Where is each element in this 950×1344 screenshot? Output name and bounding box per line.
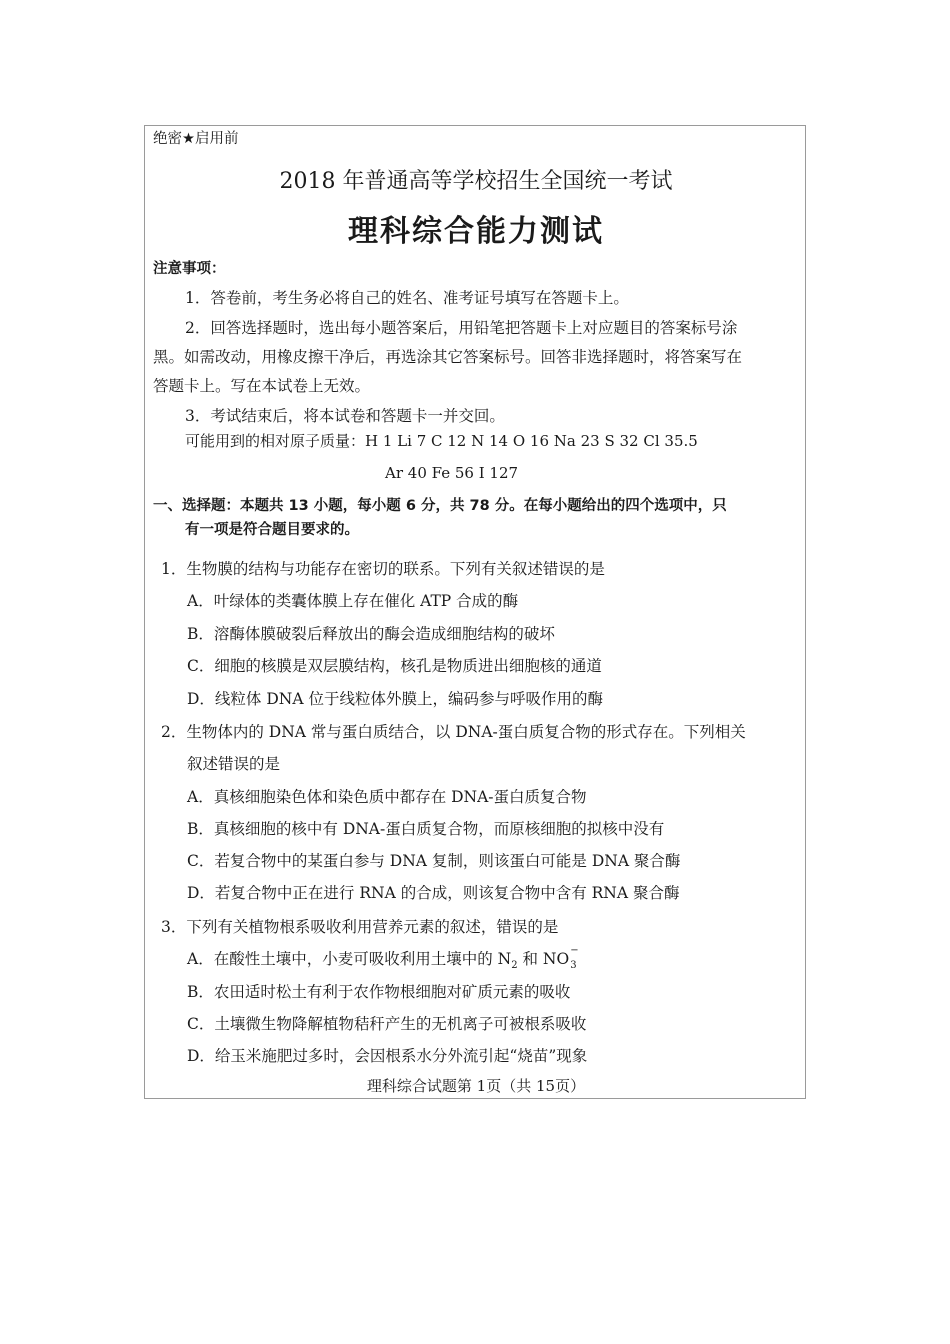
exam-page [144,125,806,1099]
question-3-option-a-and: 和 NO [517,950,570,968]
nitrate-superscript: − [570,945,579,956]
page-footer: 理科综合试题第 1页（共 15页） [366,1077,586,1095]
section-1-heading-line-1: 一、选择题：本题共 13 小题，每小题 6 分，共 78 分。在每小题给出的四个选项中，只 [153,498,727,514]
notice-item-2-line-2: 黑。如需改动，用橡皮擦干净后，再选涂其它答案标号。回答非选择题时，将答案写在 [153,348,743,366]
question-1-option-a: A．叶绿体的类囊体膜上存在催化 ATP 合成的酶 [187,592,519,610]
question-1-option-d: D．线粒体 DNA 位于线粒体外膜上，编码参与呼吸作用的酶 [187,690,603,708]
notice-item-2-line-3: 答题卡上。写在本试卷上无效。 [153,377,371,395]
notice-item-3: 3．考试结束后，将本试卷和答题卡一并交回。 [185,407,505,425]
secrecy-label: 绝密★启用前 [153,131,239,147]
question-1-option-b: B．溶酶体膜破裂后释放出的酶会造成细胞结构的破坏 [187,625,555,643]
question-2-option-d: D．若复合物中正在进行 RNA 的合成，则该复合物中含有 RNA 聚合酶 [187,884,680,902]
exam-title: 2018 年普通高等学校招生全国统一考试 [279,169,673,194]
notice-heading: 注意事项： [153,261,226,277]
question-2-option-b: B．真核细胞的核中有 DNA-蛋白质复合物，而原核细胞的拟核中没有 [187,820,665,838]
question-2-stem-line-1: 2．生物体内的 DNA 常与蛋白质结合，以 DNA-蛋白质复合物的形式存在。下列相关 [161,723,746,741]
question-3-option-a-text: A．在酸性土壤中，小麦可吸收利用土壤中的 N [187,950,512,968]
question-2-stem-line-2: 叙述错误的是 [187,755,281,773]
question-2-option-c: C．若复合物中的某蛋白参与 DNA 复制，则该蛋白可能是 DNA 聚合酶 [187,852,681,870]
nitrate-subscript: 3 [570,960,577,971]
nitrogen-subscript: 2 [511,960,518,972]
notice-item-1: 1．答卷前，考生务必将自己的姓名、准考证号填写在答题卡上。 [185,289,629,307]
section-1-heading-line-2: 有一项是符合题目要求的。 [185,522,359,538]
notice-item-2-line-1: 2．回答选择题时，选出每小题答案后，用铅笔把答题卡上对应题目的答案标号涂 [185,319,738,337]
question-3-option-b: B．农田适时松土有利于农作物根细胞对矿质元素的吸收 [187,983,571,1001]
question-3-stem: 3．下列有关植物根系吸收利用营养元素的叙述，错误的是 [161,918,559,936]
question-1-stem: 1．生物膜的结构与功能存在密切的联系。下列有关叙述错误的是 [161,560,605,578]
question-3-option-c: C．土壤微生物降解植物秸秆产生的无机离子可被根系吸收 [187,1015,587,1033]
question-3-option-d: D．给玉米施肥过多时，会因根系水分外流引起“烧苗”现象 [187,1047,588,1065]
atomic-mass-line-2: Ar 40 Fe 56 I 127 [385,464,519,482]
atomic-mass-line-1: 可能用到的相对原子质量：H 1 Li 7 C 12 N 14 O 16 Na 23 S 32 Cl 35.5 [185,432,698,450]
nitrate-sub-sup [569,945,579,971]
question-3-option-a [187,945,579,976]
question-1-option-c: C．细胞的核膜是双层膜结构，核孔是物质进出细胞核的通道 [187,657,602,675]
question-2-option-a: A．真核细胞染色体和染色质中都存在 DNA-蛋白质复合物 [187,788,587,806]
subject-title: 理科综合能力测试 [348,214,604,249]
